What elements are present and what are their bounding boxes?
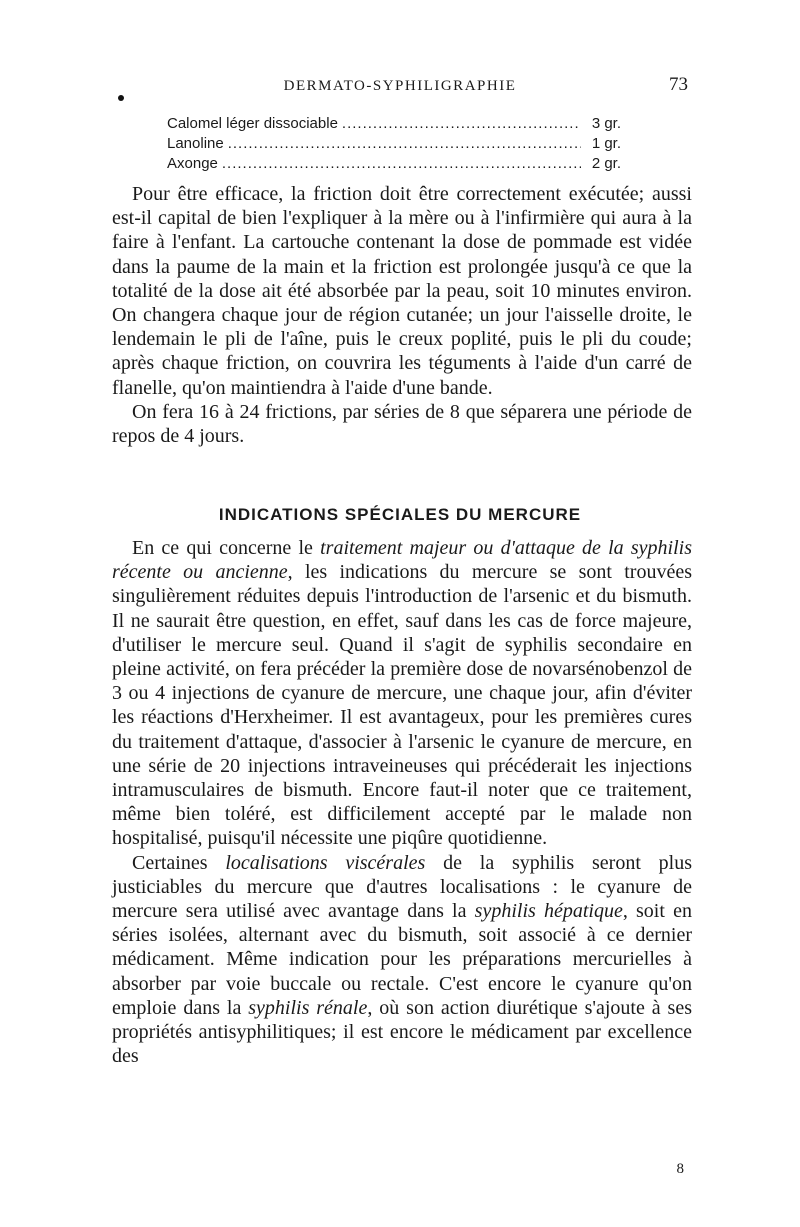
page-number: 73: [669, 74, 688, 95]
text-run: , où son action diurétique s'ajoute à ses propriétés antisyphilitiques; il est encore le médicament par excellence des: [112, 996, 692, 1068]
recipe-row: [167, 114, 621, 134]
italic-run: syphilis rénale: [248, 996, 368, 1019]
recipe-row: [167, 154, 621, 174]
recipe-list: [167, 114, 621, 174]
text-run: En ce qui concerne le: [132, 537, 321, 559]
italic-run: syphilis hépatique: [474, 900, 623, 923]
text-run: de la syphilis seront plus justiciables du mercure que d'autres localisations : le cyanure de mercure sera utilisé avec avantage dans la: [112, 851, 693, 923]
running-title: DERMATO-SYPHILIGRAPHIE: [283, 78, 517, 94]
text-run: Certaines: [132, 851, 226, 874]
italic-run: localisations viscérales: [225, 851, 426, 874]
signature-mark: 8: [676, 1161, 684, 1177]
paragraph: [112, 851, 692, 1069]
section-heading: INDICATIONS SPÉCIALES DU MERCURE: [218, 505, 582, 524]
paragraph: On fera 16 à 24 frictions, par séries de 8 que séparera une période de repos de 4 jours.: [112, 400, 692, 448]
italic-run: traitement majeur ou d'attaque de la syphilis récente ou ancienne: [112, 537, 692, 584]
leader-dots: [228, 134, 581, 154]
friction-instructions: [112, 182, 692, 448]
recipe-ingredient: Lanoline: [167, 135, 224, 152]
recipe-ingredient: Axonge: [167, 155, 218, 172]
recipe-ingredient: Calomel léger dissociable: [167, 115, 338, 132]
recipe-dose: 2 gr.: [591, 155, 621, 172]
text-run: , les indications du mercure se sont trouvées singulièrement réduites depuis l'introduction de l'arsenic et du bismuth. Il ne saurait être question, en effet, sauf dans les cas de force majeure, d'utiliser le mercure seul. Quand il s'agit de syphilis secondaire en pleine activité, on fera précéder la première dose de novarsénobenzol de 3 ou 4 injections de cyanure de mercure, une chaque jour, afin d'éviter les réactions d'Herxheimer. Il est avantageux, pour les premières cures du traitement d'attaque, d'associer à l'arsenic le cyanure de mercure, en une série de 20 injections intraveineuses qui précéderait les injections intramusculaires de bismuth. Encore faut-il noter que ce traitement, même bien toléré, est difficilement accepté par le malade non hospitalisé, puisqu'il nécessite une piqûre quotidienne.: [112, 561, 692, 850]
ink-dot: [118, 95, 124, 101]
recipe-dose: 1 gr.: [591, 135, 621, 152]
leader-dots: [342, 114, 581, 134]
recipe-dose: 3 gr.: [591, 115, 621, 132]
mercury-indications: [112, 536, 692, 1068]
paragraph: [112, 536, 692, 851]
leader-dots: [222, 154, 581, 174]
recipe-row: [167, 134, 621, 154]
paragraph: Pour être efficace, la friction doit être correctement exécutée; aussi est-il capital de bien l'expliquer à la mère ou à l'infirmière qui aura à la faire à l'enfant. La cartouche contenant la dose de pommade est vidée dans la paume de la main et la friction est prolongée jusqu'à ce que la totalité de la dose ait été absorbée par la peau, soit 10 minutes environ. On changera chaque jour de région cutanée; un jour l'aisselle droite, le lendemain le pli de l'aîne, puis le creux poplité, puis le pli du coude; après chaque friction, on couvrira les téguments à l'aide d'un carré de flanelle, qu'on maintiendra à l'aide d'une bande.: [112, 183, 692, 399]
text-run: , soit en séries isolées, alternant avec du bismuth, soit associé à ce dernier médicament. Même indication pour les préparations mercurielles à absorber par voie buccale ou rectale. C'est encore le cyanure qu'on emploie dans la: [112, 900, 692, 1019]
